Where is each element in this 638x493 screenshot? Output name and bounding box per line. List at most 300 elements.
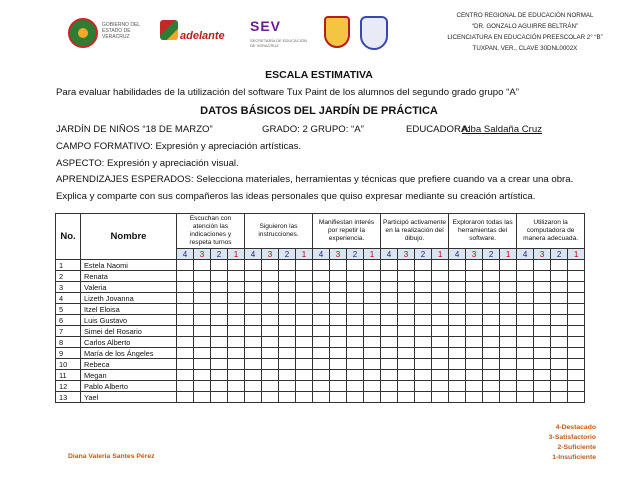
score-cell[interactable] — [466, 326, 483, 337]
score-cell[interactable] — [177, 392, 194, 403]
score-cell[interactable] — [228, 271, 245, 282]
score-cell[interactable] — [449, 337, 466, 348]
score-cell[interactable] — [466, 304, 483, 315]
score-cell[interactable] — [364, 370, 381, 381]
score-cell[interactable] — [415, 271, 432, 282]
score-cell[interactable] — [466, 337, 483, 348]
score-cell[interactable] — [245, 326, 262, 337]
score-cell[interactable] — [262, 304, 279, 315]
score-cell[interactable] — [398, 381, 415, 392]
score-cell[interactable] — [517, 392, 534, 403]
score-cell[interactable] — [534, 293, 551, 304]
score-cell[interactable] — [245, 381, 262, 392]
score-cell[interactable] — [296, 337, 313, 348]
score-cell[interactable] — [364, 315, 381, 326]
score-cell[interactable] — [483, 304, 500, 315]
score-cell[interactable] — [296, 260, 313, 271]
score-cell[interactable] — [500, 381, 517, 392]
score-cell[interactable] — [466, 381, 483, 392]
score-cell[interactable] — [347, 381, 364, 392]
score-cell[interactable] — [483, 271, 500, 282]
score-cell[interactable] — [364, 392, 381, 403]
score-cell[interactable] — [398, 282, 415, 293]
score-cell[interactable] — [364, 348, 381, 359]
score-cell[interactable] — [330, 392, 347, 403]
score-cell[interactable] — [296, 392, 313, 403]
score-cell[interactable] — [228, 348, 245, 359]
score-cell[interactable] — [177, 315, 194, 326]
score-cell[interactable] — [245, 348, 262, 359]
score-cell[interactable] — [262, 293, 279, 304]
score-cell[interactable] — [194, 271, 211, 282]
score-cell[interactable] — [194, 315, 211, 326]
score-cell[interactable] — [466, 359, 483, 370]
score-cell[interactable] — [432, 337, 449, 348]
score-cell[interactable] — [415, 381, 432, 392]
score-cell[interactable] — [330, 282, 347, 293]
score-cell[interactable] — [568, 315, 585, 326]
score-cell[interactable] — [279, 282, 296, 293]
score-cell[interactable] — [449, 381, 466, 392]
score-cell[interactable] — [194, 359, 211, 370]
score-cell[interactable] — [313, 370, 330, 381]
score-cell[interactable] — [228, 392, 245, 403]
score-cell[interactable] — [279, 370, 296, 381]
score-cell[interactable] — [483, 260, 500, 271]
score-cell[interactable] — [415, 293, 432, 304]
score-cell[interactable] — [466, 392, 483, 403]
score-cell[interactable] — [228, 304, 245, 315]
score-cell[interactable] — [262, 348, 279, 359]
score-cell[interactable] — [296, 315, 313, 326]
score-cell[interactable] — [466, 271, 483, 282]
score-cell[interactable] — [347, 370, 364, 381]
score-cell[interactable] — [432, 370, 449, 381]
score-cell[interactable] — [398, 260, 415, 271]
score-cell[interactable] — [364, 271, 381, 282]
score-cell[interactable] — [313, 271, 330, 282]
score-cell[interactable] — [279, 293, 296, 304]
score-cell[interactable] — [517, 348, 534, 359]
score-cell[interactable] — [364, 359, 381, 370]
score-cell[interactable] — [279, 260, 296, 271]
score-cell[interactable] — [228, 359, 245, 370]
score-cell[interactable] — [568, 370, 585, 381]
score-cell[interactable] — [500, 282, 517, 293]
score-cell[interactable] — [534, 337, 551, 348]
score-cell[interactable] — [228, 293, 245, 304]
score-cell[interactable] — [194, 293, 211, 304]
score-cell[interactable] — [211, 381, 228, 392]
score-cell[interactable] — [483, 282, 500, 293]
score-cell[interactable] — [466, 315, 483, 326]
score-cell[interactable] — [568, 392, 585, 403]
score-cell[interactable] — [313, 381, 330, 392]
score-cell[interactable] — [415, 359, 432, 370]
score-cell[interactable] — [296, 359, 313, 370]
score-cell[interactable] — [330, 304, 347, 315]
score-cell[interactable] — [517, 370, 534, 381]
score-cell[interactable] — [517, 260, 534, 271]
score-cell[interactable] — [551, 337, 568, 348]
score-cell[interactable] — [330, 370, 347, 381]
score-cell[interactable] — [313, 293, 330, 304]
score-cell[interactable] — [466, 348, 483, 359]
score-cell[interactable] — [534, 304, 551, 315]
score-cell[interactable] — [432, 392, 449, 403]
score-cell[interactable] — [398, 348, 415, 359]
score-cell[interactable] — [245, 392, 262, 403]
score-cell[interactable] — [296, 282, 313, 293]
score-cell[interactable] — [381, 392, 398, 403]
score-cell[interactable] — [449, 315, 466, 326]
score-cell[interactable] — [279, 381, 296, 392]
score-cell[interactable] — [483, 370, 500, 381]
score-cell[interactable] — [398, 315, 415, 326]
score-cell[interactable] — [381, 326, 398, 337]
score-cell[interactable] — [330, 326, 347, 337]
score-cell[interactable] — [211, 260, 228, 271]
score-cell[interactable] — [483, 337, 500, 348]
score-cell[interactable] — [415, 348, 432, 359]
score-cell[interactable] — [211, 337, 228, 348]
score-cell[interactable] — [551, 260, 568, 271]
score-cell[interactable] — [449, 304, 466, 315]
score-cell[interactable] — [381, 337, 398, 348]
score-cell[interactable] — [398, 392, 415, 403]
score-cell[interactable] — [364, 381, 381, 392]
score-cell[interactable] — [568, 348, 585, 359]
score-cell[interactable] — [262, 260, 279, 271]
score-cell[interactable] — [330, 260, 347, 271]
score-cell[interactable] — [279, 315, 296, 326]
score-cell[interactable] — [245, 271, 262, 282]
score-cell[interactable] — [568, 293, 585, 304]
score-cell[interactable] — [568, 337, 585, 348]
score-cell[interactable] — [262, 392, 279, 403]
score-cell[interactable] — [534, 381, 551, 392]
score-cell[interactable] — [517, 293, 534, 304]
score-cell[interactable] — [381, 260, 398, 271]
score-cell[interactable] — [296, 304, 313, 315]
score-cell[interactable] — [534, 282, 551, 293]
score-cell[interactable] — [313, 315, 330, 326]
score-cell[interactable] — [313, 348, 330, 359]
score-cell[interactable] — [279, 348, 296, 359]
score-cell[interactable] — [262, 337, 279, 348]
score-cell[interactable] — [211, 326, 228, 337]
score-cell[interactable] — [228, 260, 245, 271]
score-cell[interactable] — [534, 392, 551, 403]
score-cell[interactable] — [551, 381, 568, 392]
score-cell[interactable] — [262, 271, 279, 282]
score-cell[interactable] — [551, 348, 568, 359]
score-cell[interactable] — [483, 326, 500, 337]
score-cell[interactable] — [415, 282, 432, 293]
score-cell[interactable] — [381, 359, 398, 370]
score-cell[interactable] — [177, 282, 194, 293]
score-cell[interactable] — [500, 337, 517, 348]
score-cell[interactable] — [415, 326, 432, 337]
score-cell[interactable] — [551, 326, 568, 337]
score-cell[interactable] — [517, 337, 534, 348]
score-cell[interactable] — [364, 304, 381, 315]
score-cell[interactable] — [296, 370, 313, 381]
score-cell[interactable] — [228, 326, 245, 337]
score-cell[interactable] — [432, 315, 449, 326]
score-cell[interactable] — [347, 260, 364, 271]
score-cell[interactable] — [245, 293, 262, 304]
score-cell[interactable] — [449, 348, 466, 359]
score-cell[interactable] — [500, 304, 517, 315]
score-cell[interactable] — [432, 348, 449, 359]
score-cell[interactable] — [330, 359, 347, 370]
score-cell[interactable] — [347, 326, 364, 337]
score-cell[interactable] — [381, 348, 398, 359]
score-cell[interactable] — [279, 359, 296, 370]
score-cell[interactable] — [177, 381, 194, 392]
score-cell[interactable] — [296, 293, 313, 304]
score-cell[interactable] — [449, 282, 466, 293]
score-cell[interactable] — [228, 381, 245, 392]
score-cell[interactable] — [415, 260, 432, 271]
score-cell[interactable] — [398, 271, 415, 282]
score-cell[interactable] — [313, 337, 330, 348]
score-cell[interactable] — [211, 282, 228, 293]
score-cell[interactable] — [517, 315, 534, 326]
score-cell[interactable] — [330, 271, 347, 282]
score-cell[interactable] — [415, 304, 432, 315]
score-cell[interactable] — [398, 326, 415, 337]
score-cell[interactable] — [279, 392, 296, 403]
score-cell[interactable] — [347, 293, 364, 304]
score-cell[interactable] — [449, 271, 466, 282]
score-cell[interactable] — [245, 359, 262, 370]
score-cell[interactable] — [500, 260, 517, 271]
score-cell[interactable] — [551, 315, 568, 326]
score-cell[interactable] — [313, 260, 330, 271]
score-cell[interactable] — [517, 326, 534, 337]
score-cell[interactable] — [432, 260, 449, 271]
score-cell[interactable] — [211, 392, 228, 403]
score-cell[interactable] — [347, 348, 364, 359]
score-cell[interactable] — [449, 392, 466, 403]
score-cell[interactable] — [568, 381, 585, 392]
score-cell[interactable] — [415, 370, 432, 381]
score-cell[interactable] — [381, 370, 398, 381]
score-cell[interactable] — [347, 359, 364, 370]
score-cell[interactable] — [262, 359, 279, 370]
score-cell[interactable] — [568, 260, 585, 271]
score-cell[interactable] — [551, 304, 568, 315]
score-cell[interactable] — [330, 315, 347, 326]
score-cell[interactable] — [517, 271, 534, 282]
score-cell[interactable] — [194, 370, 211, 381]
score-cell[interactable] — [415, 315, 432, 326]
score-cell[interactable] — [534, 359, 551, 370]
score-cell[interactable] — [211, 359, 228, 370]
score-cell[interactable] — [517, 304, 534, 315]
score-cell[interactable] — [568, 282, 585, 293]
score-cell[interactable] — [313, 304, 330, 315]
score-cell[interactable] — [551, 293, 568, 304]
score-cell[interactable] — [466, 260, 483, 271]
score-cell[interactable] — [381, 293, 398, 304]
score-cell[interactable] — [194, 392, 211, 403]
score-cell[interactable] — [279, 304, 296, 315]
score-cell[interactable] — [381, 271, 398, 282]
score-cell[interactable] — [466, 293, 483, 304]
score-cell[interactable] — [177, 293, 194, 304]
score-cell[interactable] — [381, 304, 398, 315]
score-cell[interactable] — [432, 359, 449, 370]
score-cell[interactable] — [551, 392, 568, 403]
score-cell[interactable] — [245, 282, 262, 293]
score-cell[interactable] — [245, 337, 262, 348]
score-cell[interactable] — [364, 337, 381, 348]
score-cell[interactable] — [517, 359, 534, 370]
score-cell[interactable] — [211, 370, 228, 381]
score-cell[interactable] — [517, 282, 534, 293]
score-cell[interactable] — [398, 304, 415, 315]
score-cell[interactable] — [177, 348, 194, 359]
score-cell[interactable] — [194, 337, 211, 348]
score-cell[interactable] — [313, 326, 330, 337]
score-cell[interactable] — [534, 315, 551, 326]
score-cell[interactable] — [313, 282, 330, 293]
score-cell[interactable] — [415, 337, 432, 348]
score-cell[interactable] — [347, 337, 364, 348]
score-cell[interactable] — [534, 348, 551, 359]
score-cell[interactable] — [194, 304, 211, 315]
score-cell[interactable] — [534, 260, 551, 271]
score-cell[interactable] — [364, 260, 381, 271]
score-cell[interactable] — [194, 348, 211, 359]
score-cell[interactable] — [177, 359, 194, 370]
score-cell[interactable] — [568, 271, 585, 282]
score-cell[interactable] — [347, 315, 364, 326]
score-cell[interactable] — [194, 326, 211, 337]
score-cell[interactable] — [568, 359, 585, 370]
score-cell[interactable] — [279, 337, 296, 348]
score-cell[interactable] — [551, 370, 568, 381]
score-cell[interactable] — [364, 326, 381, 337]
score-cell[interactable] — [330, 293, 347, 304]
score-cell[interactable] — [347, 304, 364, 315]
score-cell[interactable] — [347, 282, 364, 293]
score-cell[interactable] — [568, 304, 585, 315]
score-cell[interactable] — [211, 315, 228, 326]
score-cell[interactable] — [330, 381, 347, 392]
score-cell[interactable] — [296, 348, 313, 359]
score-cell[interactable] — [466, 370, 483, 381]
score-cell[interactable] — [568, 326, 585, 337]
score-cell[interactable] — [245, 260, 262, 271]
score-cell[interactable] — [449, 370, 466, 381]
score-cell[interactable] — [449, 326, 466, 337]
score-cell[interactable] — [347, 271, 364, 282]
score-cell[interactable] — [296, 271, 313, 282]
score-cell[interactable] — [432, 381, 449, 392]
score-cell[interactable] — [313, 359, 330, 370]
score-cell[interactable] — [449, 260, 466, 271]
score-cell[interactable] — [551, 359, 568, 370]
score-cell[interactable] — [398, 337, 415, 348]
score-cell[interactable] — [364, 282, 381, 293]
score-cell[interactable] — [228, 315, 245, 326]
score-cell[interactable] — [398, 359, 415, 370]
score-cell[interactable] — [279, 271, 296, 282]
score-cell[interactable] — [500, 271, 517, 282]
score-cell[interactable] — [194, 381, 211, 392]
score-cell[interactable] — [534, 370, 551, 381]
score-cell[interactable] — [432, 326, 449, 337]
score-cell[interactable] — [177, 337, 194, 348]
score-cell[interactable] — [228, 337, 245, 348]
score-cell[interactable] — [432, 304, 449, 315]
score-cell[interactable] — [483, 359, 500, 370]
score-cell[interactable] — [279, 326, 296, 337]
score-cell[interactable] — [228, 282, 245, 293]
score-cell[interactable] — [551, 282, 568, 293]
score-cell[interactable] — [330, 348, 347, 359]
score-cell[interactable] — [177, 271, 194, 282]
score-cell[interactable] — [381, 381, 398, 392]
score-cell[interactable] — [483, 315, 500, 326]
score-cell[interactable] — [432, 271, 449, 282]
score-cell[interactable] — [500, 370, 517, 381]
score-cell[interactable] — [398, 293, 415, 304]
score-cell[interactable] — [500, 326, 517, 337]
score-cell[interactable] — [245, 315, 262, 326]
score-cell[interactable] — [194, 282, 211, 293]
score-cell[interactable] — [262, 315, 279, 326]
score-cell[interactable] — [262, 381, 279, 392]
score-cell[interactable] — [262, 326, 279, 337]
score-cell[interactable] — [177, 304, 194, 315]
score-cell[interactable] — [551, 271, 568, 282]
score-cell[interactable] — [517, 381, 534, 392]
score-cell[interactable] — [262, 282, 279, 293]
score-cell[interactable] — [449, 293, 466, 304]
score-cell[interactable] — [211, 348, 228, 359]
score-cell[interactable] — [466, 282, 483, 293]
score-cell[interactable] — [500, 392, 517, 403]
score-cell[interactable] — [500, 359, 517, 370]
score-cell[interactable] — [313, 392, 330, 403]
score-cell[interactable] — [398, 370, 415, 381]
score-cell[interactable] — [211, 293, 228, 304]
score-cell[interactable] — [483, 392, 500, 403]
score-cell[interactable] — [364, 293, 381, 304]
score-cell[interactable] — [432, 282, 449, 293]
score-cell[interactable] — [211, 271, 228, 282]
score-cell[interactable] — [177, 370, 194, 381]
score-cell[interactable] — [381, 282, 398, 293]
score-cell[interactable] — [483, 293, 500, 304]
score-cell[interactable] — [483, 348, 500, 359]
score-cell[interactable] — [296, 381, 313, 392]
score-cell[interactable] — [228, 370, 245, 381]
score-cell[interactable] — [347, 392, 364, 403]
score-cell[interactable] — [194, 260, 211, 271]
score-cell[interactable] — [534, 326, 551, 337]
score-cell[interactable] — [245, 304, 262, 315]
score-cell[interactable] — [415, 392, 432, 403]
score-cell[interactable] — [330, 337, 347, 348]
score-cell[interactable] — [296, 326, 313, 337]
score-cell[interactable] — [177, 326, 194, 337]
